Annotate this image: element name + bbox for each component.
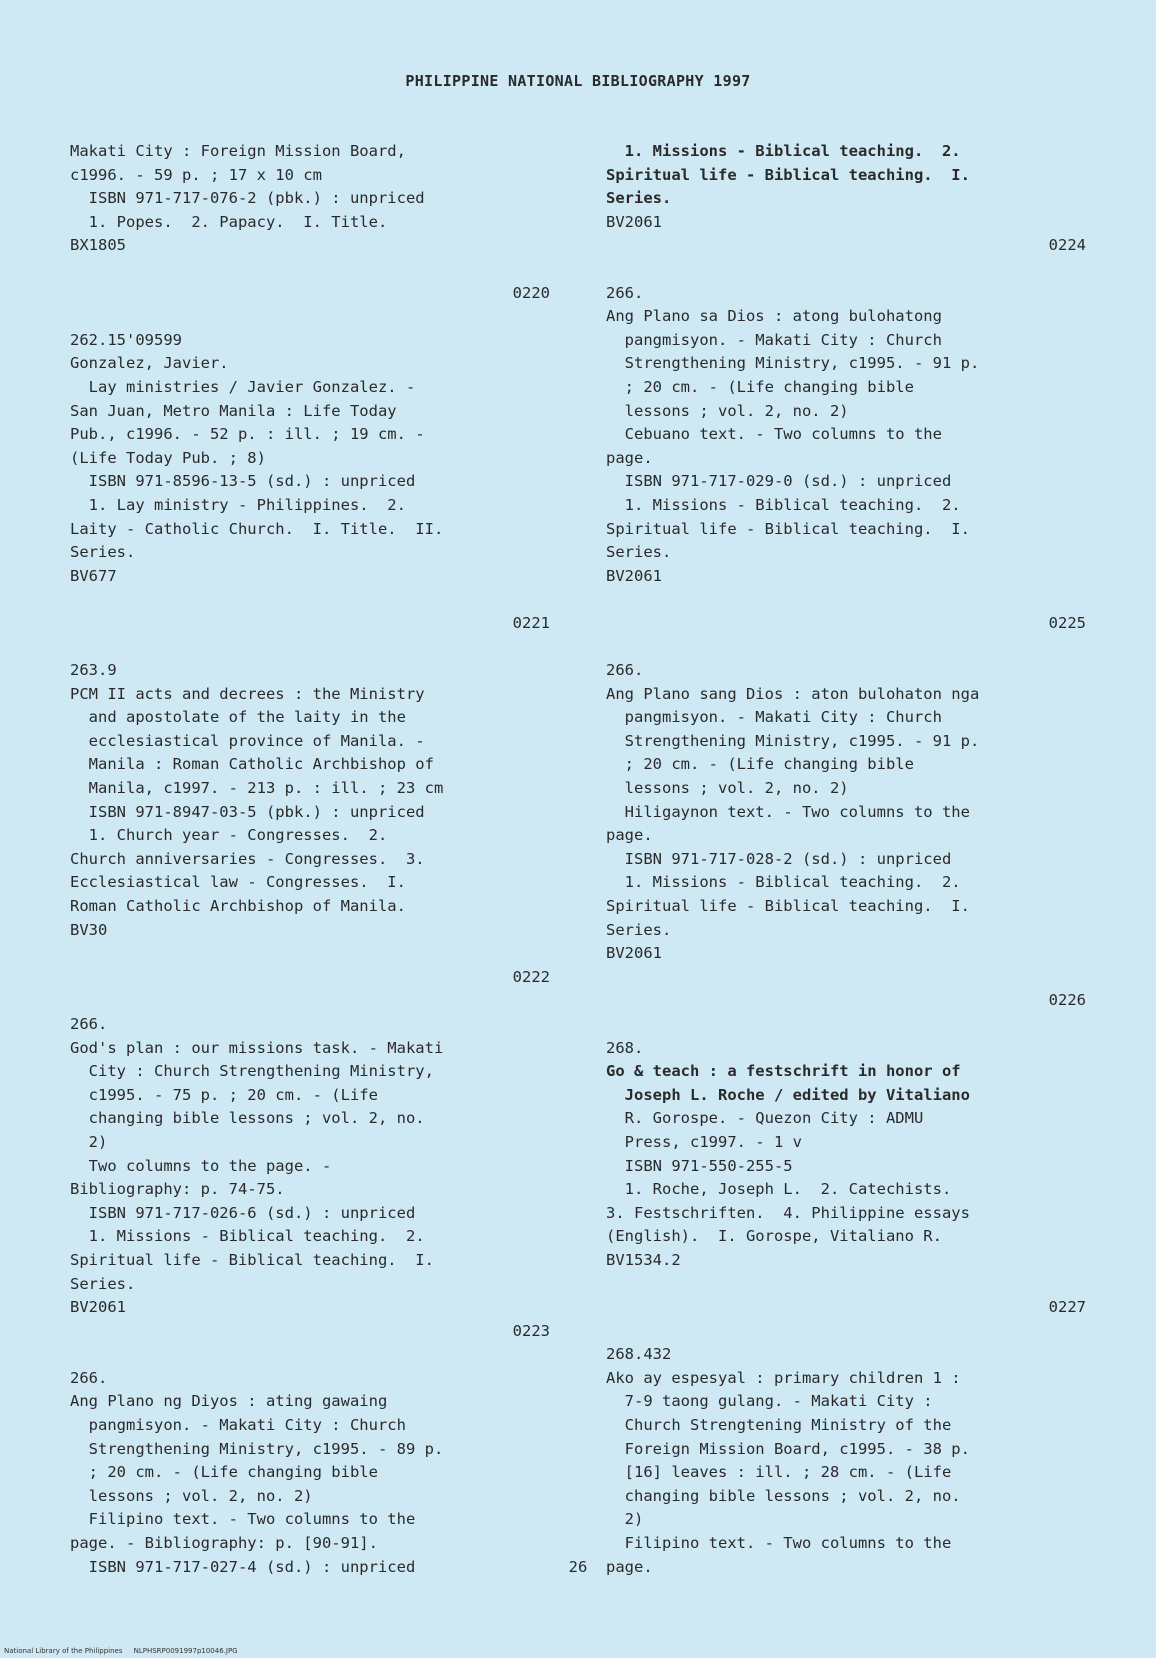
entry-line: Ang Plano sa Dios : atong bulohatong [606, 307, 942, 326]
entry-line: God's plan : our missions task. - Makati [70, 1038, 444, 1057]
entry-line: Ecclesiastical law - Congresses. I. [70, 873, 406, 892]
entry-line: Manila : Roman Catholic Archbishop of [70, 755, 434, 774]
entry-line: changing bible lessons ; vol. 2, no. [606, 1486, 961, 1505]
entry-line: Spiritual life - Biblical teaching. I. [70, 1250, 434, 1269]
entry-line: Ang Plano ng Diyos : ating gawaing [70, 1392, 388, 1411]
entry-line: pangmisyon. - Makati City : Church [606, 708, 942, 727]
entry-line: 266. [606, 283, 644, 302]
entry-line: 3. Festschriften. 4. Philippine essays [606, 1203, 970, 1222]
entry-line: Ako ay espesyal : primary children 1 : [606, 1368, 961, 1387]
entry-line: ISBN 971-717-026-6 (sd.) : unpriced [70, 1203, 416, 1222]
entry-line: Makati City : Foreign Mission Board, [70, 142, 406, 160]
entry-line: 266. [70, 1368, 108, 1387]
footer-note: National Library of the Philippines NLPHSRP0091997p10046.JPG [4, 1647, 238, 1655]
entry-line: ISBN 971-717-028-2 (sd.) : unpriced [606, 849, 952, 868]
entry-number: 0224 [1048, 236, 1086, 255]
entry-line: and apostolate of the laity in the [70, 708, 406, 727]
entry-number: 0223 [512, 1321, 550, 1340]
entry-line: ISBN 971-717-076-2 (pbk.) : unpriced [70, 189, 425, 208]
entry-line: (English). I. Gorospe, Vitaliano R. [606, 1227, 942, 1246]
entry-line: Series. [70, 1274, 136, 1293]
bibliography-entry [606, 1343, 1086, 1579]
entry-line: 1. Missions - Biblical teaching. 2. [606, 495, 961, 514]
entry-line: (Life Today Pub. ; 8) [70, 448, 266, 467]
entry-line: BV1534.2 [606, 1250, 681, 1269]
entry-line: 7-9 taong gulang. - Makati City : [606, 1392, 933, 1411]
entry-line: page. - Bibliography: p. [90-91]. [70, 1534, 378, 1553]
entry-line: ISBN 971-717-029-0 (sd.) : unpriced [606, 472, 952, 491]
entry-line: 262.15'09599 [70, 330, 182, 349]
entry-line: Church Strengtening Ministry of the [606, 1416, 952, 1435]
entry-line: 1. Missions - Biblical teaching. 2. [70, 1227, 425, 1246]
entry-line: PCM II acts and decrees : the Ministry [70, 684, 425, 703]
entry-line: ISBN 971-717-027-4 (sd.) : unpriced [70, 1557, 416, 1576]
entry-line: Two columns to the page. - [70, 1156, 332, 1175]
entry-line: Lay ministries / Javier Gonzalez. - [70, 377, 416, 396]
entry-line: ; 20 cm. - (Life changing bible [606, 377, 914, 396]
entry-line: R. Gorospe. - Quezon City : ADMU [606, 1109, 924, 1128]
entry-line: Series. [606, 920, 672, 939]
entry-line: changing bible lessons ; vol. 2, no. [70, 1109, 425, 1128]
entry-line: 2) [70, 1132, 108, 1151]
entry-line: lessons ; vol. 2, no. 2) [70, 1486, 313, 1505]
entry-line: Ang Plano sang Dios : aton bulohaton nga [606, 684, 980, 703]
entry-line: ISBN 971-8596-13-5 (sd.) : unpriced [70, 472, 416, 491]
entry-number: 0222 [512, 967, 550, 986]
entry-line: Manila, c1997. - 213 p. : ill. ; 23 cm [70, 779, 444, 798]
entry-line: 263.9 [70, 661, 117, 680]
bibliography-entry [606, 659, 1086, 1037]
entry-line: 266. [606, 661, 644, 680]
entry-line: BV2061 [70, 1298, 126, 1317]
bibliography-entry [606, 1037, 1086, 1344]
entry-line: Strengthening Ministry, c1995. - 89 p. [70, 1439, 444, 1458]
entry-line: BV677 [70, 566, 117, 585]
entry-line: ecclesiastical province of Manila. - [70, 731, 425, 750]
bibliography-entry [606, 140, 1086, 282]
entry-number: 0226 [1048, 991, 1086, 1010]
entry-line: Church anniversaries - Congresses. 3. [70, 849, 425, 868]
entry-line: 268.432 [606, 1345, 672, 1364]
entry-line: San Juan, Metro Manila : Life Today [70, 401, 397, 420]
entry-line: Cebuano text. - Two columns to the [606, 425, 942, 444]
entry-line: BV2061 [606, 944, 662, 963]
entry-line: 2) [606, 1510, 644, 1529]
right-column [606, 140, 1086, 1579]
entry-line: 268. [606, 1038, 644, 1057]
bibliography-entry [70, 659, 550, 1013]
entry-number: 0220 [512, 283, 550, 302]
entry-line: BV30 [70, 920, 108, 939]
entry-line: [16] leaves : ill. ; 28 cm. - (Life [606, 1463, 952, 1482]
entry-line: 1. Church year - Congresses. 2. [70, 826, 388, 845]
entry-number: 0225 [1048, 613, 1086, 632]
entry-line: 1. Lay ministry - Philippines. 2. [70, 495, 406, 514]
bibliography-entry [70, 329, 550, 659]
bibliography-entry [70, 1013, 550, 1367]
page-header: PHILIPPINE NATIONAL BIBLIOGRAPHY 1997 [405, 72, 751, 90]
entry-line: Joseph L. Roche / edited by Vitaliano [606, 1085, 970, 1104]
entry-line: 266. [70, 1014, 108, 1033]
entry-line: pangmisyon. - Makati City : Church [70, 1416, 406, 1435]
entry-line: 1. Popes. 2. Papacy. I. Title. [70, 212, 388, 231]
entry-number: 0227 [1048, 1298, 1086, 1317]
entry-line: c1995. - 75 p. ; 20 cm. - (Life [70, 1085, 378, 1104]
entry-line: Series. [70, 543, 136, 562]
entry-line: Filipino text. - Two columns to the [70, 1510, 416, 1529]
entry-line: ISBN 971-550-255-5 [606, 1156, 793, 1175]
entry-line: Spiritual life - Biblical teaching. I. [606, 165, 970, 184]
entry-line: BV2061 [606, 566, 662, 585]
left-column [70, 140, 550, 1579]
entry-line: Strengthening Ministry, c1995. - 91 p. [606, 731, 980, 750]
entry-line: Laity - Catholic Church. I. Title. II. [70, 519, 444, 538]
entry-line: pangmisyon. - Makati City : Church [606, 330, 942, 349]
entry-line: BV2061 [606, 212, 662, 231]
entry-line: ; 20 cm. - (Life changing bible [606, 755, 914, 774]
entry-line: page. [606, 448, 653, 467]
entry-line: Series. [606, 189, 672, 208]
entry-line: ; 20 cm. - (Life changing bible [70, 1463, 378, 1482]
entry-line: Spiritual life - Biblical teaching. I. [606, 519, 970, 538]
entry-line: 1. Roche, Joseph L. 2. Catechists. [606, 1180, 952, 1199]
entry-line: Spiritual life - Biblical teaching. I. [606, 897, 970, 915]
page-number: 26 [568, 1558, 588, 1576]
entry-line: Hiligaynon text. - Two columns to the [606, 802, 970, 821]
entry-line: ISBN 971-8947-03-5 (pbk.) : unpriced [70, 802, 425, 821]
entry-line: Filipino text. - Two columns to the [606, 1534, 952, 1553]
entry-line: lessons ; vol. 2, no. 2) [606, 779, 849, 798]
entry-line: Bibliography: p. 74-75. [70, 1180, 285, 1199]
entry-line: 1. Missions - Biblical teaching. 2. [606, 142, 961, 160]
entry-line: Go & teach : a festschrift in honor of [606, 1062, 961, 1081]
entry-line: City : Church Strengthening Ministry, [70, 1062, 434, 1081]
bibliography-entry [70, 1367, 550, 1579]
entry-line: Press, c1997. - 1 v [606, 1132, 802, 1151]
entry-line: page. [606, 826, 653, 845]
entry-line: Series. [606, 543, 672, 562]
entry-line: lessons ; vol. 2, no. 2) [606, 401, 849, 420]
entry-line: Pub., c1996. - 52 p. : ill. ; 19 cm. - [70, 425, 425, 444]
entry-line: BX1805 [70, 236, 126, 255]
entry-line: page. [606, 1557, 653, 1576]
bibliography-entry [606, 282, 1086, 660]
entry-line: Strengthening Ministry, c1995. - 91 p. [606, 354, 980, 373]
entry-line: Roman Catholic Archbishop of Manila. [70, 897, 406, 915]
entry-number: 0221 [512, 613, 550, 632]
entry-line: Foreign Mission Board, c1995. - 38 p. [606, 1439, 970, 1458]
entry-line: c1996. - 59 p. ; 17 x 10 cm [70, 165, 322, 184]
entry-line: 1. Missions - Biblical teaching. 2. [606, 873, 961, 892]
bibliography-entry [70, 140, 550, 329]
entry-line: Gonzalez, Javier. [70, 354, 229, 373]
